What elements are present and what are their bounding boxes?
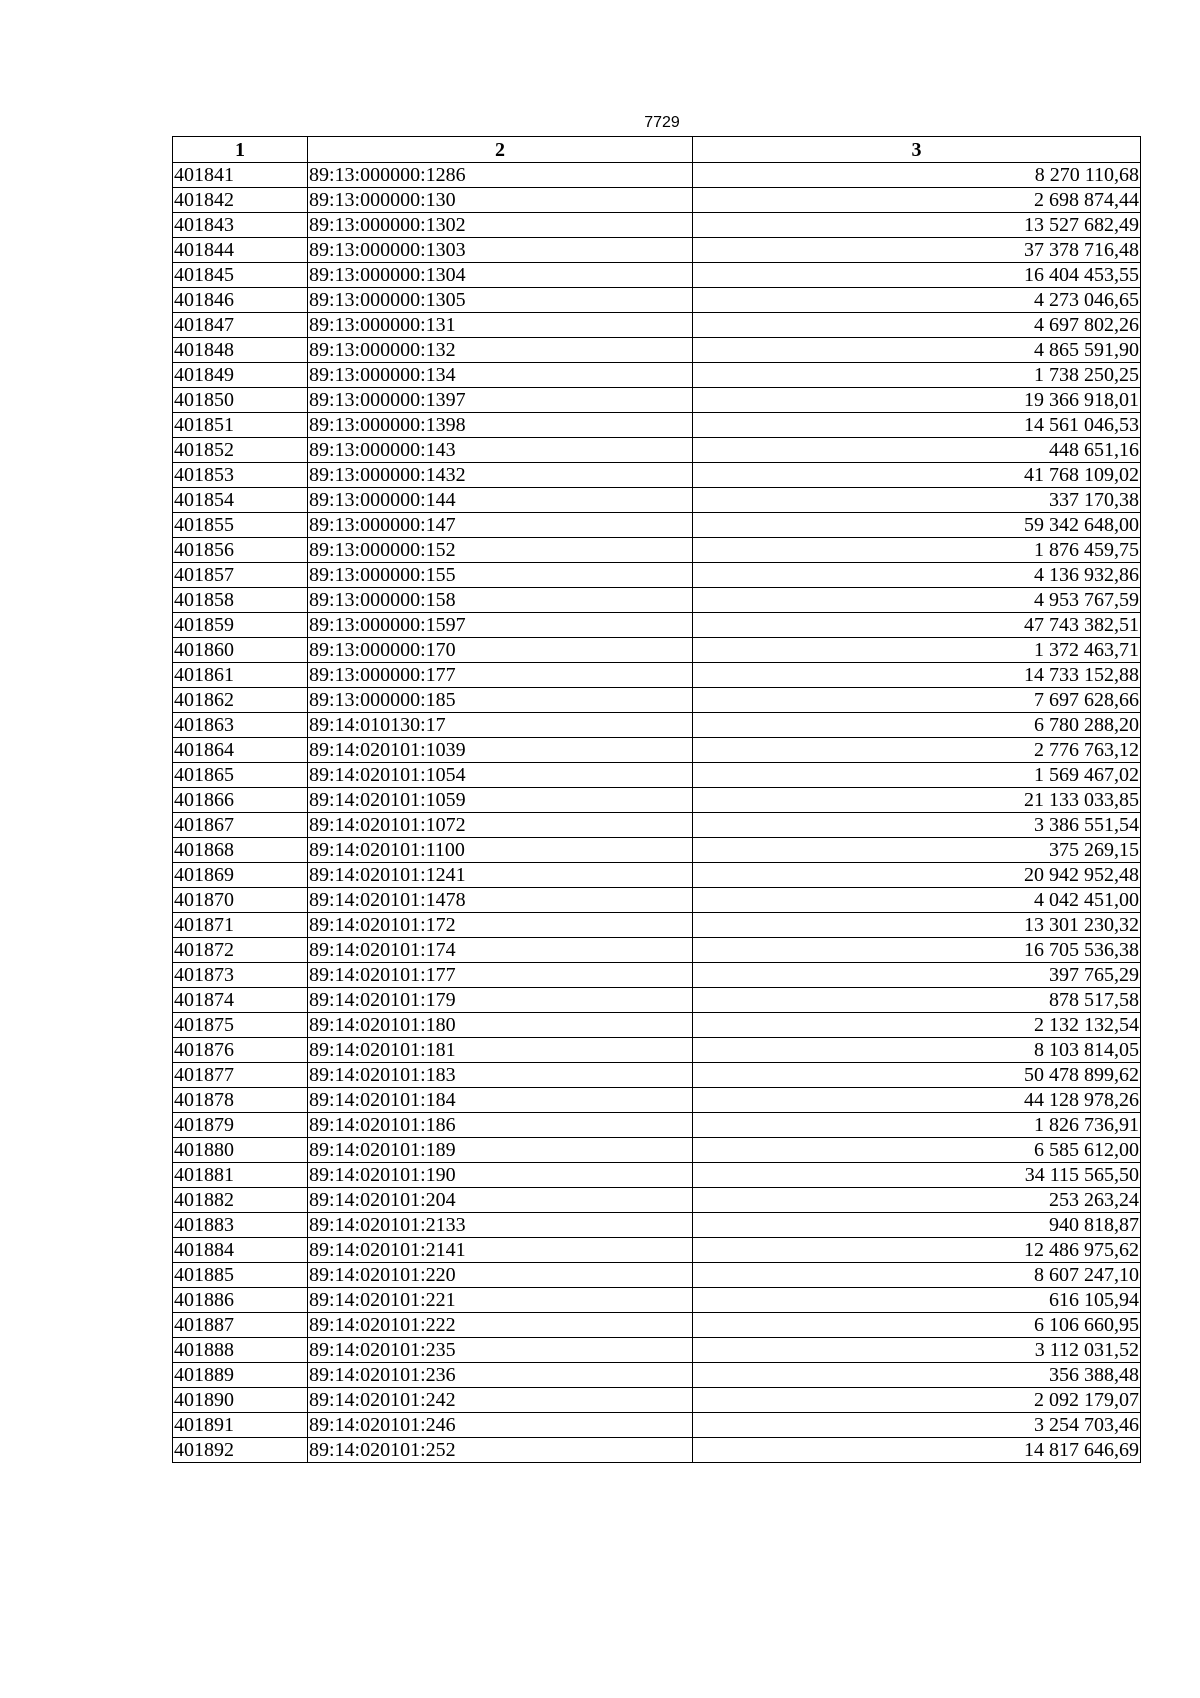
value-cell: 3 112 031,52 [693, 1338, 1141, 1363]
cadastral-number-cell: 89:13:000000:177 [308, 663, 693, 688]
cadastral-number-cell: 89:13:000000:131 [308, 313, 693, 338]
value-cell: 59 342 648,00 [693, 513, 1141, 538]
row-number-cell: 401869 [173, 863, 308, 888]
cadastral-number-cell: 89:13:000000:158 [308, 588, 693, 613]
table-row [173, 538, 1141, 563]
cadastral-number-cell: 89:14:020101:235 [308, 1338, 693, 1363]
row-number-cell: 401886 [173, 1288, 308, 1313]
table-row [173, 763, 1141, 788]
value-cell: 16 404 453,55 [693, 263, 1141, 288]
cadastral-number-cell: 89:14:020101:172 [308, 913, 693, 938]
row-number-cell: 401871 [173, 913, 308, 938]
row-number-cell: 401844 [173, 238, 308, 263]
row-number-cell: 401853 [173, 463, 308, 488]
table-row [173, 1088, 1141, 1113]
cadastral-number-cell: 89:14:020101:246 [308, 1413, 693, 1438]
cadastral-number-cell: 89:14:020101:1059 [308, 788, 693, 813]
table-row [173, 488, 1141, 513]
cadastral-number-cell: 89:14:020101:2133 [308, 1213, 693, 1238]
row-number-cell: 401848 [173, 338, 308, 363]
row-number-cell: 401866 [173, 788, 308, 813]
row-number-cell: 401865 [173, 763, 308, 788]
cadastral-number-cell: 89:13:000000:1397 [308, 388, 693, 413]
value-cell: 2 698 874,44 [693, 188, 1141, 213]
table-row [173, 213, 1141, 238]
cadastral-number-cell: 89:14:020101:189 [308, 1138, 693, 1163]
row-number-cell: 401849 [173, 363, 308, 388]
value-cell: 1 826 736,91 [693, 1113, 1141, 1138]
cadastral-number-cell: 89:13:000000:143 [308, 438, 693, 463]
value-cell: 16 705 536,38 [693, 938, 1141, 963]
value-cell: 616 105,94 [693, 1288, 1141, 1313]
table-row [173, 663, 1141, 688]
row-number-cell: 401885 [173, 1263, 308, 1288]
table-row [173, 1388, 1141, 1413]
row-number-cell: 401876 [173, 1038, 308, 1063]
table-row [173, 588, 1141, 613]
value-cell: 47 743 382,51 [693, 613, 1141, 638]
row-number-cell: 401873 [173, 963, 308, 988]
table-row [173, 1038, 1141, 1063]
column-header-3: 3 [693, 137, 1141, 163]
column-header-1: 1 [173, 137, 308, 163]
value-cell: 4 953 767,59 [693, 588, 1141, 613]
table-row [173, 1238, 1141, 1263]
cadastral-number-cell: 89:14:020101:204 [308, 1188, 693, 1213]
value-cell: 3 386 551,54 [693, 813, 1141, 838]
table-row [173, 163, 1141, 188]
value-cell: 8 103 814,05 [693, 1038, 1141, 1063]
row-number-cell: 401881 [173, 1163, 308, 1188]
table-row [173, 1213, 1141, 1238]
value-cell: 14 817 646,69 [693, 1438, 1141, 1463]
row-number-cell: 401883 [173, 1213, 308, 1238]
table-row [173, 1363, 1141, 1388]
row-number-cell: 401892 [173, 1438, 308, 1463]
cadastral-number-cell: 89:14:020101:1100 [308, 838, 693, 863]
cadastral-number-cell: 89:14:020101:1478 [308, 888, 693, 913]
cadastral-number-cell: 89:14:020101:222 [308, 1313, 693, 1338]
cadastral-number-cell: 89:13:000000:185 [308, 688, 693, 713]
row-number-cell: 401887 [173, 1313, 308, 1338]
table-row [173, 938, 1141, 963]
row-number-cell: 401890 [173, 1388, 308, 1413]
table-row [173, 638, 1141, 663]
cadastral-number-cell: 89:13:000000:134 [308, 363, 693, 388]
table-row [173, 563, 1141, 588]
table-body [173, 163, 1141, 1463]
row-number-cell: 401874 [173, 988, 308, 1013]
row-number-cell: 401878 [173, 1088, 308, 1113]
value-cell: 1 569 467,02 [693, 763, 1141, 788]
cadastral-number-cell: 89:14:020101:252 [308, 1438, 693, 1463]
value-cell: 397 765,29 [693, 963, 1141, 988]
value-cell: 6 780 288,20 [693, 713, 1141, 738]
table-header [173, 137, 1141, 163]
row-number-cell: 401841 [173, 163, 308, 188]
cadastral-number-cell: 89:14:010130:17 [308, 713, 693, 738]
cadastral-number-cell: 89:14:020101:236 [308, 1363, 693, 1388]
cadastral-number-cell: 89:13:000000:155 [308, 563, 693, 588]
cadastral-number-cell: 89:14:020101:2141 [308, 1238, 693, 1263]
cadastral-number-cell: 89:14:020101:242 [308, 1388, 693, 1413]
cadastral-number-cell: 89:13:000000:1398 [308, 413, 693, 438]
row-number-cell: 401860 [173, 638, 308, 663]
cadastral-number-cell: 89:14:020101:1039 [308, 738, 693, 763]
cadastral-number-cell: 89:14:020101:190 [308, 1163, 693, 1188]
value-cell: 253 263,24 [693, 1188, 1141, 1213]
value-cell: 337 170,38 [693, 488, 1141, 513]
row-number-cell: 401851 [173, 413, 308, 438]
row-number-cell: 401884 [173, 1238, 308, 1263]
row-number-cell: 401847 [173, 313, 308, 338]
table-row [173, 1413, 1141, 1438]
value-cell: 12 486 975,62 [693, 1238, 1141, 1263]
table-row [173, 1138, 1141, 1163]
value-cell: 14 733 152,88 [693, 663, 1141, 688]
row-number-cell: 401889 [173, 1363, 308, 1388]
value-cell: 6 106 660,95 [693, 1313, 1141, 1338]
table-row [173, 613, 1141, 638]
value-cell: 3 254 703,46 [693, 1413, 1141, 1438]
table-row [173, 513, 1141, 538]
value-cell: 4 042 451,00 [693, 888, 1141, 913]
value-cell: 4 697 802,26 [693, 313, 1141, 338]
cadastral-number-cell: 89:13:000000:144 [308, 488, 693, 513]
value-cell: 2 092 179,07 [693, 1388, 1141, 1413]
table-row [173, 888, 1141, 913]
row-number-cell: 401862 [173, 688, 308, 713]
table-row [173, 838, 1141, 863]
value-cell: 4 136 932,86 [693, 563, 1141, 588]
table-row [173, 738, 1141, 763]
cadastral-number-cell: 89:14:020101:181 [308, 1038, 693, 1063]
data-table [172, 136, 1141, 1463]
table-row [173, 963, 1141, 988]
table-row [173, 813, 1141, 838]
row-number-cell: 401872 [173, 938, 308, 963]
value-cell: 4 273 046,65 [693, 288, 1141, 313]
header-row [173, 137, 1141, 163]
cadastral-number-cell: 89:13:000000:147 [308, 513, 693, 538]
value-cell: 1 738 250,25 [693, 363, 1141, 388]
row-number-cell: 401854 [173, 488, 308, 513]
table-row [173, 288, 1141, 313]
table-row [173, 863, 1141, 888]
cadastral-number-cell: 89:13:000000:1286 [308, 163, 693, 188]
table-row [173, 988, 1141, 1013]
cadastral-number-cell: 89:14:020101:184 [308, 1088, 693, 1113]
cadastral-number-cell: 89:13:000000:130 [308, 188, 693, 213]
value-cell: 940 818,87 [693, 1213, 1141, 1238]
value-cell: 2 776 763,12 [693, 738, 1141, 763]
row-number-cell: 401855 [173, 513, 308, 538]
table-row [173, 913, 1141, 938]
row-number-cell: 401864 [173, 738, 308, 763]
row-number-cell: 401861 [173, 663, 308, 688]
row-number-cell: 401888 [173, 1338, 308, 1363]
value-cell: 1 372 463,71 [693, 638, 1141, 663]
cadastral-number-cell: 89:14:020101:220 [308, 1263, 693, 1288]
table-row [173, 188, 1141, 213]
row-number-cell: 401875 [173, 1013, 308, 1038]
value-cell: 37 378 716,48 [693, 238, 1141, 263]
cadastral-number-cell: 89:13:000000:152 [308, 538, 693, 563]
row-number-cell: 401845 [173, 263, 308, 288]
row-number-cell: 401850 [173, 388, 308, 413]
table-row [173, 1263, 1141, 1288]
value-cell: 6 585 612,00 [693, 1138, 1141, 1163]
cadastral-number-cell: 89:13:000000:1303 [308, 238, 693, 263]
row-number-cell: 401880 [173, 1138, 308, 1163]
table-row [173, 1188, 1141, 1213]
value-cell: 44 128 978,26 [693, 1088, 1141, 1113]
row-number-cell: 401891 [173, 1413, 308, 1438]
cadastral-number-cell: 89:14:020101:179 [308, 988, 693, 1013]
table-row [173, 388, 1141, 413]
value-cell: 448 651,16 [693, 438, 1141, 463]
value-cell: 19 366 918,01 [693, 388, 1141, 413]
value-cell: 2 132 132,54 [693, 1013, 1141, 1038]
table-row [173, 238, 1141, 263]
row-number-cell: 401868 [173, 838, 308, 863]
cadastral-number-cell: 89:13:000000:132 [308, 338, 693, 363]
value-cell: 356 388,48 [693, 1363, 1141, 1388]
cadastral-number-cell: 89:13:000000:1432 [308, 463, 693, 488]
row-number-cell: 401879 [173, 1113, 308, 1138]
table-row [173, 713, 1141, 738]
row-number-cell: 401863 [173, 713, 308, 738]
table-row [173, 1438, 1141, 1463]
row-number-cell: 401846 [173, 288, 308, 313]
table-row [173, 1288, 1141, 1313]
row-number-cell: 401843 [173, 213, 308, 238]
column-header-2: 2 [308, 137, 693, 163]
value-cell: 13 301 230,32 [693, 913, 1141, 938]
value-cell: 8 270 110,68 [693, 163, 1141, 188]
cadastral-number-cell: 89:14:020101:1072 [308, 813, 693, 838]
row-number-cell: 401870 [173, 888, 308, 913]
cadastral-number-cell: 89:14:020101:180 [308, 1013, 693, 1038]
row-number-cell: 401858 [173, 588, 308, 613]
value-cell: 20 942 952,48 [693, 863, 1141, 888]
page-number: 7729 [644, 114, 680, 131]
value-cell: 50 478 899,62 [693, 1063, 1141, 1088]
value-cell: 8 607 247,10 [693, 1263, 1141, 1288]
value-cell: 41 768 109,02 [693, 463, 1141, 488]
row-number-cell: 401852 [173, 438, 308, 463]
row-number-cell: 401856 [173, 538, 308, 563]
row-number-cell: 401842 [173, 188, 308, 213]
table-row [173, 1013, 1141, 1038]
value-cell: 14 561 046,53 [693, 413, 1141, 438]
cadastral-number-cell: 89:13:000000:1305 [308, 288, 693, 313]
cadastral-number-cell: 89:14:020101:177 [308, 963, 693, 988]
cadastral-number-cell: 89:14:020101:1241 [308, 863, 693, 888]
cadastral-number-cell: 89:13:000000:1597 [308, 613, 693, 638]
value-cell: 34 115 565,50 [693, 1163, 1141, 1188]
cadastral-number-cell: 89:14:020101:183 [308, 1063, 693, 1088]
table-row [173, 1063, 1141, 1088]
cadastral-number-cell: 89:14:020101:186 [308, 1113, 693, 1138]
value-cell: 13 527 682,49 [693, 213, 1141, 238]
table-row [173, 788, 1141, 813]
row-number-cell: 401867 [173, 813, 308, 838]
table-row [173, 688, 1141, 713]
table-row [173, 463, 1141, 488]
table-row [173, 1338, 1141, 1363]
table-row [173, 413, 1141, 438]
table-row [173, 438, 1141, 463]
table-row [173, 1163, 1141, 1188]
value-cell: 1 876 459,75 [693, 538, 1141, 563]
cadastral-number-cell: 89:14:020101:221 [308, 1288, 693, 1313]
row-number-cell: 401859 [173, 613, 308, 638]
cadastral-number-cell: 89:13:000000:1304 [308, 263, 693, 288]
cadastral-number-cell: 89:13:000000:170 [308, 638, 693, 663]
value-cell: 878 517,58 [693, 988, 1141, 1013]
table-row [173, 363, 1141, 388]
row-number-cell: 401857 [173, 563, 308, 588]
value-cell: 375 269,15 [693, 838, 1141, 863]
value-cell: 4 865 591,90 [693, 338, 1141, 363]
table-row [173, 338, 1141, 363]
table-row [173, 1313, 1141, 1338]
row-number-cell: 401882 [173, 1188, 308, 1213]
cadastral-number-cell: 89:14:020101:1054 [308, 763, 693, 788]
table-row [173, 313, 1141, 338]
row-number-cell: 401877 [173, 1063, 308, 1088]
value-cell: 21 133 033,85 [693, 788, 1141, 813]
table-row [173, 263, 1141, 288]
value-cell: 7 697 628,66 [693, 688, 1141, 713]
cadastral-number-cell: 89:14:020101:174 [308, 938, 693, 963]
table-row [173, 1113, 1141, 1138]
cadastral-number-cell: 89:13:000000:1302 [308, 213, 693, 238]
